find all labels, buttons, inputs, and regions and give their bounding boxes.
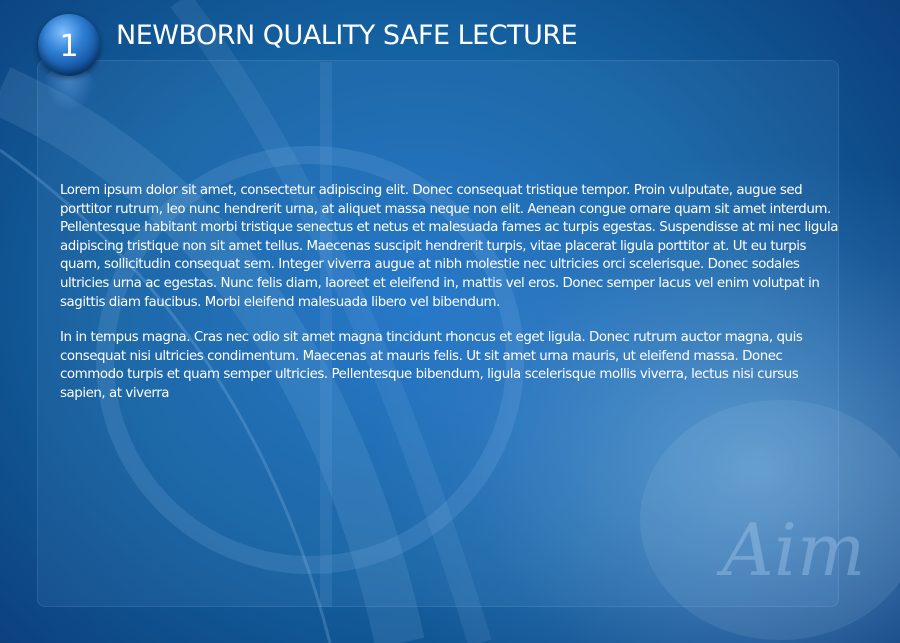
slide-number: 1 [59, 29, 79, 64]
body-text [60, 182, 840, 421]
slide-number-badge [38, 14, 100, 76]
paragraph-1: Lorem ipsum dolor sit amet, consectetur adipiscing elit. Donec consequat tristique tempor. Proin vulputate, augue sed porttitor rutrum, leo nunc hendrerit urna, at aliquet massa neque non elit. Aenean congue ornare quam sit amet interdum. Pellentesque habitant morbi tristique senectus et netus et malesuada fames ac turpis egestas. Suspendisse at mi nec ligula adipiscing tristique non sit amet tellus. Maecenas suscipit hendrerit turpis, vitae placerat ligula porttitor at. Ut eu turpis quam, sollicitudin consequat sem. Integer viverra augue at nibh molestie nec ultricies orci scelerisque. Donec sodales ultricies urna ac egestas. Nunc felis diam, laoreet et eleifend in, mattis vel eros. Donec semper lacus vel enim volutpat in sagittis diam faucibus. Morbi eleifend malesuada libero vel bibendum. [60, 183, 838, 310]
aim-watermark: Aim [722, 508, 866, 592]
page-title: NEWBORN QUALITY SAFE LECTURE [116, 20, 578, 51]
paragraph-2: In in tempus magna. Cras nec odio sit amet magna tincidunt rhoncus et eget ligula. Donec rutrum auctor magna, quis consequat nisi ultricies condimentum. Maecenas at mauris felis. Ut sit amet urna mauris, ut eleifend massa. Donec commodo turpis et quam semper ultricies. Pellentesque bibendum, ligula scelerisque mollis viverra, lectus nisi cursus sapien, at viverra [60, 330, 803, 401]
